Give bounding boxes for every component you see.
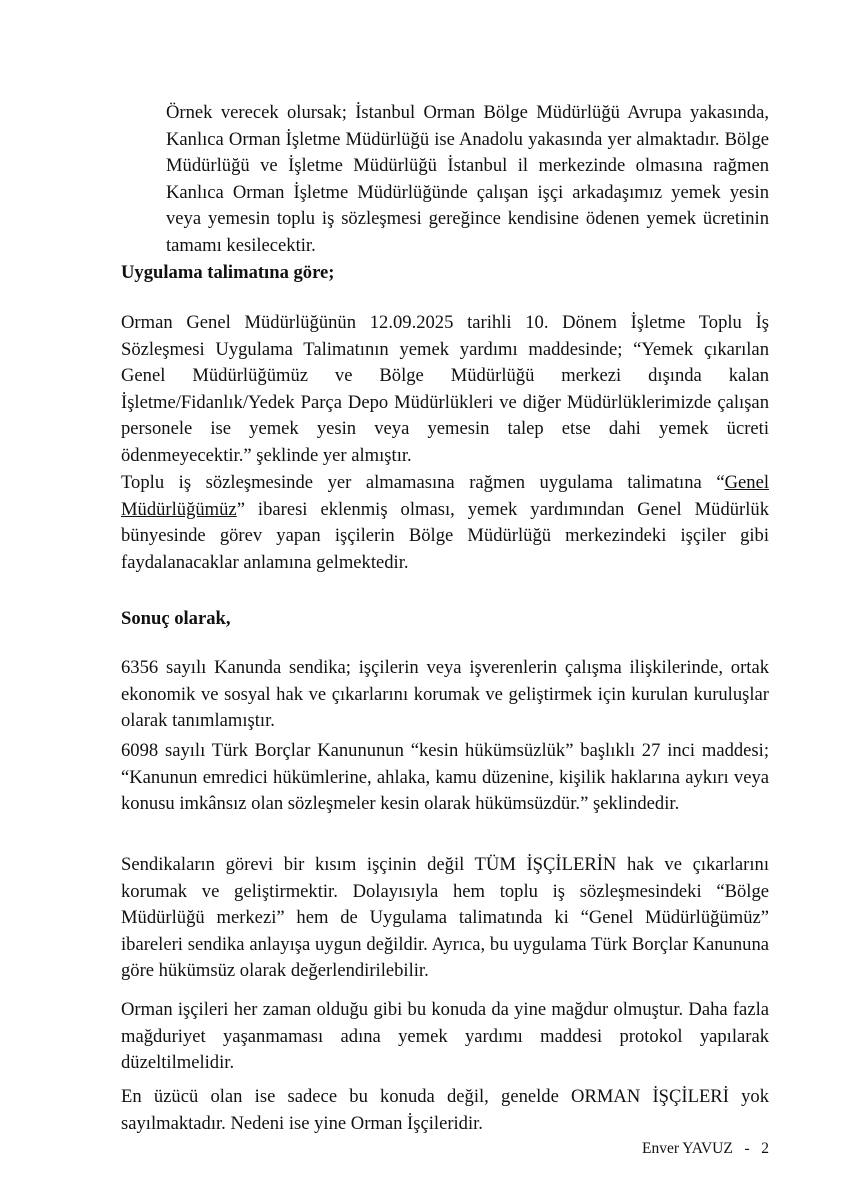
paragraph-union-duty: Sendikaların görevi bir kısım işçinin değil TÜM İŞÇİLERİN hak ve çıkarlarını korumak ve geliştirmektir. Dolayısıyla hem toplu iş sözleşmesindeki “Bölge Müdürlüğü merkezi” hem de Uygulama talimatında ki “Genel Müdürlüğümüz” ibareleri sendika anlayışa uygun değildir. Ayrıca, bu uygulama Türk Borçlar Kanununa göre hükümsüz olarak değerlendirilebilir. <box>121 854 769 982</box>
heading-conclusion: Sonuç olarak, <box>121 608 231 629</box>
paragraph-example: Örnek verecek olursak; İstanbul Orman Bölge Müdürlüğü Avrupa yakasında, Kanlıca Orman İşletme Müdürlüğü ise Anadolu yakasında yer almaktadır. Bölge Müdürlüğü ve İşletme Müdürlüğü İstanbul il merkezinde olmasına rağmen Kanlıca Orman İşletme Müdürlüğünde çalışan işçi arkadaşımız yemek yesin veya yemesin toplu iş sözleşmesi gereğince kendisine ödenen yemek ücretinin tamamı kesilecektir. <box>166 102 769 256</box>
paragraph-closing: En üzücü olan ise sadece bu konuda değil, genelde ORMAN İŞÇİLERİ yok sayılmaktadır. Nedeni ise yine Orman İşçileridir. <box>121 1086 769 1134</box>
footer-separator: - <box>744 1140 750 1157</box>
paragraph-forest-workers: Orman işçileri her zaman olduğu gibi bu konuda da yine mağdur olmuştur. Daha fazla mağduriyet yaşanmaması adına yemek yardımı maddesi protokol yapılarak düzeltilmelidir. <box>121 999 769 1074</box>
footer-author: Enver YAVUZ <box>641 1140 733 1157</box>
heading-implementation-instruction: Uygulama talimatına göre; <box>121 262 335 283</box>
paragraph-text: Toplu iş sözleşmesinde yer almamasına rağmen uygulama talimatına “ <box>121 472 725 493</box>
paragraph-general-directorate <box>121 470 769 576</box>
page-footer <box>642 1139 769 1159</box>
paragraph-instruction-quote: Orman Genel Müdürlüğünün 12.09.2025 tarihli 10. Dönem İşletme Toplu İş Sözleşmesi Uygulama Talimatının yemek yardımı maddesinde; “Yemek çıkarılan Genel Müdürlüğümüz ve Bölge Müdürlüğü merkezi dışında kalan İşletme/Fidanlık/Yedek Parça Depo Müdürlükleri ve diğer Müdürlüklerimizde çalışan personele ise yemek yesin veya yemesin talep etse dahi yemek ücreti ödenmeyecektir.” şeklinde yer almıştır. <box>121 312 769 466</box>
underlined-phrase: Genel Müdürlüğümüz <box>121 472 769 520</box>
paragraph-law-6356: 6356 sayılı Kanunda sendika; işçilerin veya işverenlerin çalışma ilişkilerinde, ortak ekonomik ve sosyal hak ve çıkarlarını korumak ve geliştirmek için kurulan kuruluşlar olarak tanımlamıştır. <box>121 657 769 732</box>
paragraph-law-6098: 6098 sayılı Türk Borçlar Kanununun “kesin hükümsüzlük” başlıklı 27 inci maddesi; “Kanunun emredici hükümlerine, ahlaka, kamu düzenine, kişilik haklarına aykırı veya konusu imkânsız olan sözleşmeler kesin olarak hükümsüzdür.” şeklindedir. <box>121 740 769 815</box>
paragraph-text: ” ibaresi eklenmiş olması, yemek yardımından Genel Müdürlük bünyesinde görev yapan işçilerin Bölge Müdürlüğü merkezindeki işçiler gibi faydalanacaklar anlamına gelmektedir. <box>121 498 769 573</box>
footer-page-number: 2 <box>761 1140 769 1157</box>
